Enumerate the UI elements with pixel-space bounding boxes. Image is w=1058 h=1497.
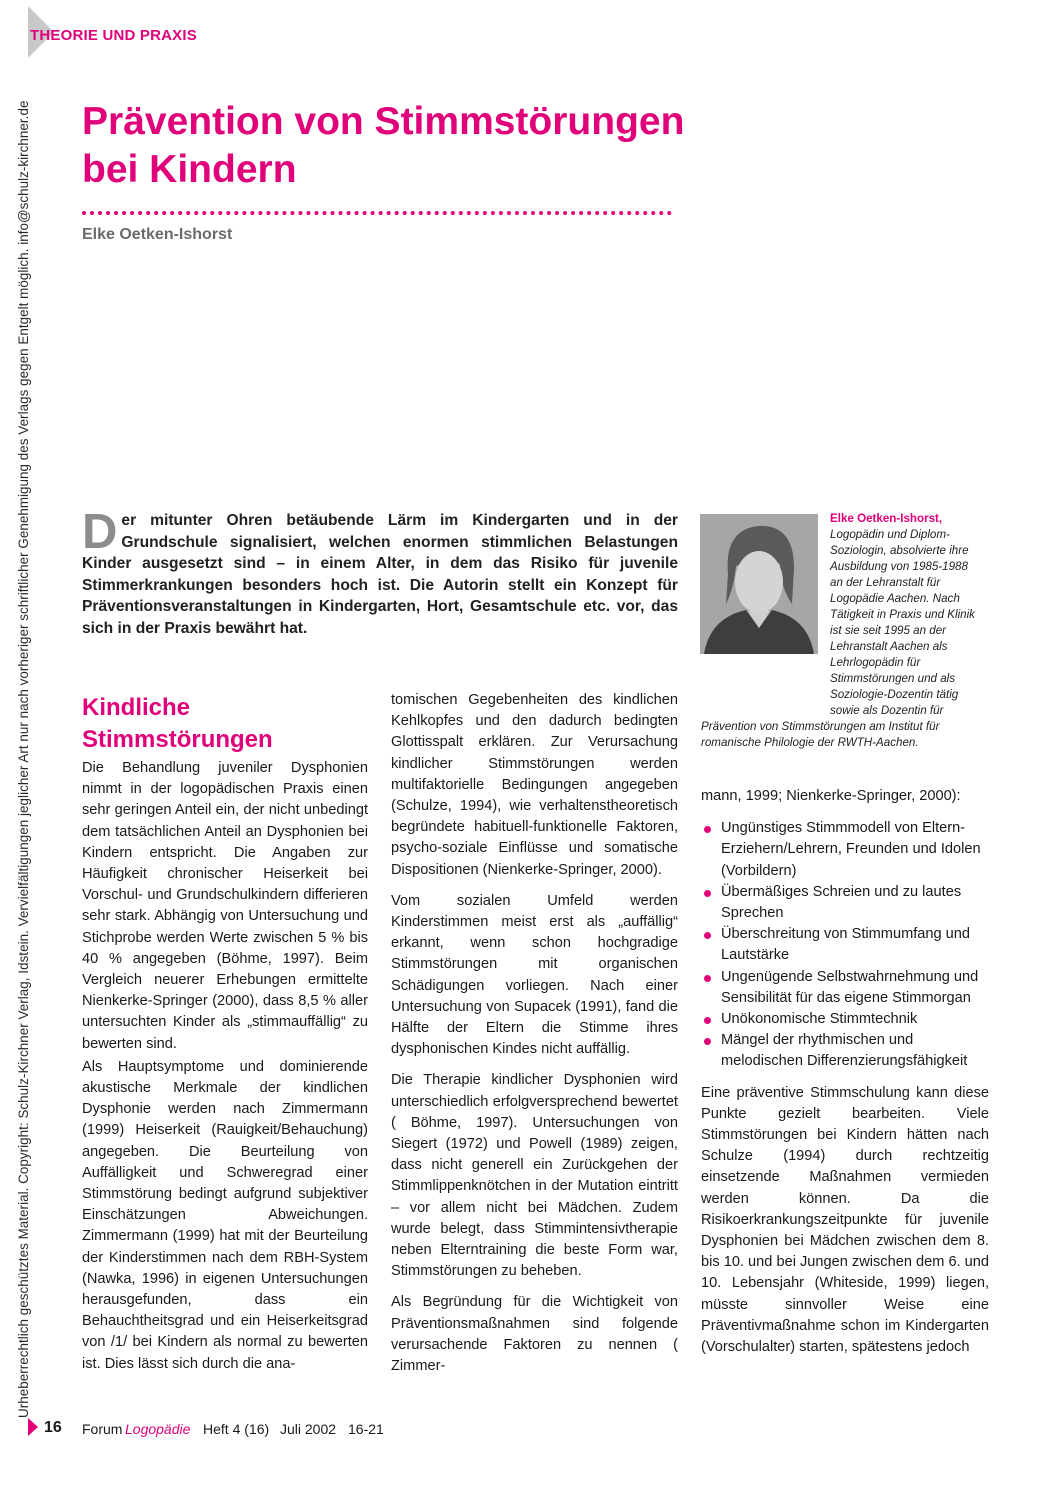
col1-paragraph-2: Als Hauptsymptome und dominierende akustische Merkmale der kindlichen Dysphonie werden nach Zimmermann (1999) Heiserkeit (Rauigkeit/Behauchung) angegeben. Die Beurteilung von Auffälligkeit und Schweregrad einer Stimmstörung bedingt aufgrund subjektiver Einschätzungen Abweichungen. Zimmermann (1999) hat mit der Beurteilung der Kinderstimmen nach dem RBH-System (Nawka, 1996) in eigenen Untersuchungen herausgefunden, dass ein Behauchtheitsgrad und ein Heiserkeitsgrad von /1/ bei Kindern als normal zu bewerten ist. Dies lässt sich durch die ana- xyxy=(82,1058,368,1372)
column-2 xyxy=(391,690,678,1377)
column-1 xyxy=(82,692,368,1375)
author-name: Elke Oetken-Ishorst xyxy=(82,226,233,243)
title-line-2: bei Kindern xyxy=(82,148,297,191)
section-label: THEORIE UND PRAXIS xyxy=(30,27,197,44)
bio-text: Logopädin und Diplom-Soziologin, absolvierte ihre Ausbildung von 1985-1988 an der Lehranstalt für Logopädie Aachen. Nach Tätigkeit in Praxis und Klinik ist sie seit 1995 an der Lehranstalt Aachen als Lehrlogopädin für Stimmstörungen und als Soziologie-Dozentin tätig sowie als Dozentin für Prävention von Stimmstörungen am Institut für romanische Philologie der RWTH-Aachen. xyxy=(701,528,975,749)
page-marker-icon xyxy=(28,1418,38,1436)
col1-paragraph-1: Die Behandlung juveniler Dysphonien nimmt in der logopädischen Praxis einen sehr geringen Anteil ein, der nicht unbedingt dem tatsächlichen Anteil an Dysphonien bei Kindern entspricht. Die Angaben zur Häufigkeit chronischer Heiserkeit bei Vorschul- und Grundschulkindern differieren sehr stark. Abhängig von Untersuchung und Stichprobe werden Werte zwischen 5 % bis 40 % angegeben (Böhme, 1997). Beim Vergleich neuerer Erhebungen ermittelte Nienkerke-Springer (2000), dass 8,5 % aller untersuchten Kinder als „stimmauffällig“ zu bewerten sind. xyxy=(82,760,368,1052)
title-divider xyxy=(82,211,672,215)
col3-paragraph-2: Eine präventive Stimmschulung kann diese Punkte gezielt bearbeiten. Viele Stimmstörungen bei Kindern hätten nach Schulze (1994) durch rechtzeitig einsetzende Maßnahmen vermieden werden können. Da die Risikoerkrankungszeitpunkte für juvenile Dysphonien bei Mädchen zwischen dem 8. bis 10. und bei Jungen zwischen dem 6. und 10. Lebensjahr (Whiteside, 1999) liegen, müsste sinnvoller Weise eine Präventivmaßnahme schon im Kindergarten (Vorschulalter) starten, spätestens jedoch xyxy=(701,1084,990,1356)
lead-text: er mitunter Ohren betäubende Lärm im Kindergarten und in der Grundschule signalisiert, welchen enormen stimmlichen Belastungen Kinder ausgesetzt sind – in einem Alter, in dem das Risiko für juvenile Stimmerkrankungen besonders hoch ist. Die Autorin stellt ein Konzept für Präventionsveranstaltungen in Kindergarten, Hort, Gesamtschule etc. vor, das sich in der Praxis bewährt hat. xyxy=(82,512,678,637)
list-item: Unökonomische Stimmtechnik xyxy=(701,1009,989,1030)
factor-list xyxy=(701,818,989,1072)
section-heading: Kindliche Stimmstörungen xyxy=(82,694,273,753)
title-line-1: Prävention von Stimmstörungen xyxy=(82,100,685,143)
bullet-icon xyxy=(704,932,711,939)
col2-paragraph-1: tomischen Gegebenheiten des kindlichen Kehlkopfes und den dadurch bedingten Glottisspalt erklären. Zur Verursachung kindlicher Stimmstörungen werden multifaktorielle Bedingungen angegeben (Schulze, 1994), wie verhaltenstheoretisch begründete habituell-funktionelle Faktoren, psycho-soziale Einflüsse und somatische Dispositionen (Nienkerke-Springer, 2000). xyxy=(391,692,678,878)
col2-paragraph-4: Als Begründung für die Wichtigkeit von Präventionsmaßnahmen sind folgende verursachende Faktoren zu nennen ( Zimmer- xyxy=(391,1294,678,1375)
lead-paragraph xyxy=(82,505,678,639)
footer-page-range: 16-21 xyxy=(348,1421,384,1437)
list-item: Mängel der rhythmischen und melodischen Differenzierungsfähigkeit xyxy=(701,1030,989,1072)
col2-paragraph-3: Die Therapie kindlicher Dysphonien wird unterschiedlich erfolgversprechend bewertet ( Böhme, 1997). Untersuchungen von Siegert (1972) und Powell (1989) zeigen, dass nicht generell ein Zurückgehen der Stimmlippenknötchen in der Mutation eintritt – vor allem nicht bei Mädchen. Zudem wurde belegt, dass Stimmintensivtherapie neben Elterntraining die beste Form war, Stimmstörungen zu beheben. xyxy=(391,1072,678,1280)
list-item: Ungünstiges Stimmmodell von Eltern-Erziehern/Lehrern, Freunden und Idolen (Vorbildern) xyxy=(701,818,989,882)
bullet-icon xyxy=(704,975,711,982)
column-3 xyxy=(701,786,989,1358)
author-bio xyxy=(701,511,983,751)
col2-paragraph-2: Vom sozialen Umfeld werden Kinderstimmen meist erst als „auffällig“ erkannt, wenn schon hochgradige Stimmstörungen mit organischen Schädigungen vorliegen. Nach einer Untersuchung von Supacek (1991), fand die Hälfte der Eltern die Stimme ihres dysphonischen Kindes nicht auffällig. xyxy=(391,892,678,1058)
list-item: Übermäßiges Schreien und zu lautes Sprechen xyxy=(701,882,989,924)
list-item: Überschreitung von Stimmumfang und Lautstärke xyxy=(701,924,989,966)
bullet-icon xyxy=(704,1017,711,1024)
list-item: Ungenügende Selbstwahrnehmung und Sensibilität für das eigene Stimmorgan xyxy=(701,967,989,1009)
bullet-icon xyxy=(704,826,711,833)
page-number: 16 xyxy=(44,1419,62,1436)
footer-journal: Forum xyxy=(82,1421,123,1437)
bullet-icon xyxy=(704,1038,711,1045)
col3-intro: mann, 1999; Nienkerke-Springer, 2000): xyxy=(701,788,961,804)
footer-date: Juli 2002 xyxy=(280,1421,337,1437)
drop-cap: D xyxy=(82,505,118,559)
article-title xyxy=(82,98,782,194)
footer-issue: Heft 4 (16) xyxy=(203,1421,270,1437)
bio-name: Elke Oetken-Ishorst, xyxy=(830,512,943,525)
bullet-icon xyxy=(704,890,711,897)
side-copyright-note: Urheberrechtlich geschütztes Material. Copyright: Schulz-Kirchner Verlag, Idstein. Vervielfältigungen jeglicher Art nur nach vorheriger schriftlicher Genehmigung des Verlags gegen Entgelt möglich. info@schulz-kirchner.de xyxy=(16,100,31,1418)
footer-logo: Logopädie xyxy=(125,1421,191,1437)
